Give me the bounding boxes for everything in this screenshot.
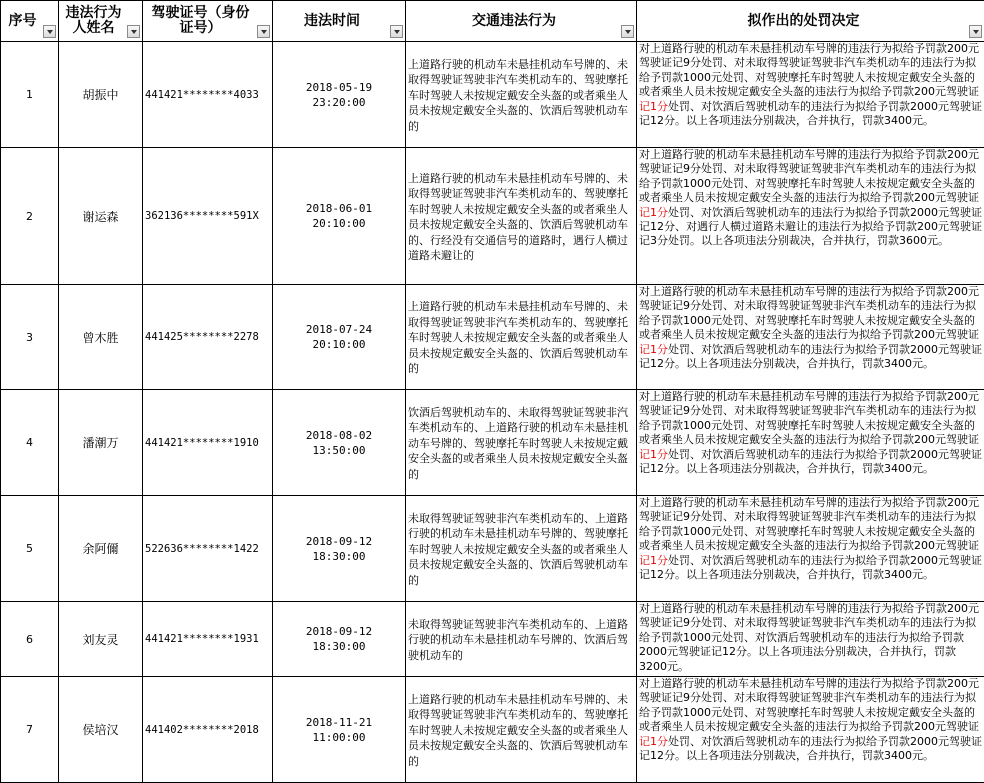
cell-decision (637, 285, 984, 390)
decision-points-highlight: 记1分 (639, 206, 668, 219)
col-header-license (143, 1, 273, 42)
cell-time (273, 390, 406, 496)
decision-text-a: 对上道路行驶的机动车未悬挂机动车号牌的违法行为拟给予罚款200元驾驶证记9分处罚、对未取得驾驶证驾驶非汽车类机动车的违法行为拟给予罚款1000元处罚、对驾驶摩托车时驾驶人未按规定戴安全头盔的或者乘坐人员未按规定戴安全头盔的违法行为拟给予罚款200元驾驶证 (639, 148, 979, 204)
decision-text-a: 对上道路行驶的机动车未悬挂机动车号牌的违法行为拟给予罚款200元驾驶证记9分处罚、对未取得驾驶证驾驶非汽车类机动车的违法行为拟给予罚款1000元处罚、对驾驶摩托车时驾驶人未按规定戴安全头盔的或者乘坐人员未按规定戴安全头盔的违法行为拟给予罚款200元驾驶证 (639, 285, 979, 341)
cell-behavior: 上道路行驶的机动车未悬挂机动车号牌的、未取得驾驶证驾驶非汽车类机动车的、驾驶摩托车时驾驶人未按规定戴安全头盔的或者乘坐人员未按规定戴安全头盔的、饮酒后驾驶机动车的 (406, 285, 637, 390)
header-row (1, 1, 984, 42)
cell-behavior: 饮酒后驾驶机动车的、未取得驾驶证驾驶非汽车类机动车的、上道路行驶的机动车未悬挂机动车号牌的、驾驶摩托车时驾驶人未按规定戴安全头盔的或者乘坐人员未按规定戴安全头盔的 (406, 390, 637, 496)
cell-clock: 18:30:00 (313, 640, 366, 653)
cell-behavior: 未取得驾驶证驾驶非汽车类机动车的、上道路行驶的机动车未悬挂机动车号牌的、饮酒后驾驶机动车的 (406, 602, 637, 677)
filter-dropdown-icon[interactable] (257, 25, 270, 38)
cell-license: 362136********591X (143, 148, 273, 285)
cell-decision (637, 148, 984, 285)
decision-text-a: 对上道路行驶的机动车未悬挂机动车号牌的违法行为拟给予罚款200元驾驶证记9分处罚、对未取得驾驶证驾驶非汽车类机动车的违法行为拟给予罚款1000元处罚、对饮酒后驾驶机动车的违法行为拟给予罚款2000元驾驶证记12分。以上各项违法分别裁决，合并执行，罚款3200元。 (639, 602, 979, 673)
col-header-license-label: 驾驶证号（身份证号） (151, 6, 265, 36)
cell-behavior: 上道路行驶的机动车未悬挂机动车号牌的、未取得驾驶证驾驶非汽车类机动车的、驾驶摩托车时驾驶人未按规定戴安全头盔的或者乘坐人员未按规定戴安全头盔的、饮酒后驾驶机动车的 (406, 677, 637, 783)
cell-clock: 13:50:00 (313, 444, 366, 457)
table-row (1, 602, 984, 677)
cell-license: 441425********2278 (143, 285, 273, 390)
table-row (1, 42, 984, 148)
col-header-name (59, 1, 143, 42)
cell-clock: 20:10:00 (313, 338, 366, 351)
col-header-behavior (406, 1, 637, 42)
cell-date: 2018-06-01 (306, 202, 372, 215)
cell-index: 7 (1, 677, 59, 783)
col-header-time-label: 违法时间 (304, 14, 374, 29)
cell-date: 2018-05-19 (306, 81, 372, 94)
cell-index: 2 (1, 148, 59, 285)
cell-license: 441421********4033 (143, 42, 273, 148)
cell-clock: 11:00:00 (313, 731, 366, 744)
decision-text-a: 对上道路行驶的机动车未悬挂机动车号牌的违法行为拟给予罚款200元驾驶证记9分处罚、对未取得驾驶证驾驶非汽车类机动车的违法行为拟给予罚款1000元处罚、对驾驶摩托车时驾驶人未按规定戴安全头盔的或者乘坐人员未按规定戴安全头盔的违法行为拟给予罚款200元驾驶证 (639, 677, 979, 733)
decision-text-b: 处罚、对饮酒后驾驶机动车的违法行为拟给予罚款2000元驾驶证记12分。以上各项违法分别裁决，合并执行，罚款3400元。 (639, 448, 982, 475)
filter-dropdown-icon[interactable] (43, 25, 56, 38)
cell-license: 441402********2018 (143, 677, 273, 783)
cell-name: 谢运森 (59, 148, 143, 285)
decision-text-a: 对上道路行驶的机动车未悬挂机动车号牌的违法行为拟给予罚款200元驾驶证记9分处罚、对未取得驾驶证驾驶非汽车类机动车的违法行为拟给予罚款1000元处罚、对驾驶摩托车时驾驶人未按规定戴安全头盔的或者乘坐人员未按规定戴安全头盔的违法行为拟给予罚款200元驾驶证 (639, 496, 979, 552)
decision-text-b: 处罚、对饮酒后驾驶机动车的违法行为拟给予罚款2000元驾驶证记12分。以上各项违法分别裁决，合并执行，罚款3400元。 (639, 735, 982, 762)
cell-time (273, 148, 406, 285)
cell-behavior: 上道路行驶的机动车未悬挂机动车号牌的、未取得驾驶证驾驶非汽车类机动车的、驾驶摩托车时驾驶人未按规定戴安全头盔的或者乘坐人员未按规定戴安全头盔的、饮酒后驾驶机动车的、行经没有交通信号的道路时，遇行人横过道路未避让的 (406, 148, 637, 285)
cell-name: 余阿儞 (59, 496, 143, 602)
cell-index: 6 (1, 602, 59, 677)
cell-decision (637, 496, 984, 602)
decision-text-b: 处罚、对饮酒后驾驶机动车的违法行为拟给予罚款2000元驾驶证记12分、对遇行人横过道路未避让的违法行为拟给予罚款200元驾驶证记3分处罚。以上各项违法分别裁决，合并执行，罚款3600元。 (639, 206, 982, 248)
decision-points-highlight: 记1分 (639, 100, 668, 113)
decision-points-highlight: 记1分 (639, 554, 668, 567)
col-header-decision-label: 拟作出的处罚决定 (748, 14, 874, 29)
cell-decision (637, 602, 984, 677)
cell-license: 522636********1422 (143, 496, 273, 602)
cell-index: 1 (1, 42, 59, 148)
decision-text-a: 对上道路行驶的机动车未悬挂机动车号牌的违法行为拟给予罚款200元驾驶证记9分处罚、对未取得驾驶证驾驶非汽车类机动车的违法行为拟给予罚款1000元处罚、对驾驶摩托车时驾驶人未按规定戴安全头盔的或者乘坐人员未按规定戴安全头盔的违法行为拟给予罚款200元驾驶证 (639, 390, 979, 446)
decision-points-highlight: 记1分 (639, 448, 668, 461)
cell-clock: 18:30:00 (313, 550, 366, 563)
filter-dropdown-icon[interactable] (621, 25, 634, 38)
table-row (1, 390, 984, 496)
cell-name: 胡振中 (59, 42, 143, 148)
col-header-index (1, 1, 59, 42)
table-row (1, 285, 984, 390)
cell-index: 5 (1, 496, 59, 602)
cell-date: 2018-08-02 (306, 429, 372, 442)
cell-time (273, 285, 406, 390)
cell-name: 潘潮万 (59, 390, 143, 496)
cell-date: 2018-09-12 (306, 535, 372, 548)
cell-index: 4 (1, 390, 59, 496)
table-row (1, 496, 984, 602)
cell-behavior: 上道路行驶的机动车未悬挂机动车号牌的、未取得驾驶证驾驶非汽车类机动车的、驾驶摩托车时驾驶人未按规定戴安全头盔的或者乘坐人员未按规定戴安全头盔的、饮酒后驾驶机动车的 (406, 42, 637, 148)
cell-time (273, 42, 406, 148)
cell-time (273, 677, 406, 783)
cell-name: 刘友灵 (59, 602, 143, 677)
decision-text-a: 对上道路行驶的机动车未悬挂机动车号牌的违法行为拟给予罚款200元驾驶证记9分处罚、对未取得驾驶证驾驶非汽车类机动车的违法行为拟给予罚款1000元处罚、对驾驶摩托车时驾驶人未按规定戴安全头盔的或者乘坐人员未按规定戴安全头盔的违法行为拟给予罚款200元驾驶证 (639, 42, 979, 98)
cell-decision (637, 42, 984, 148)
col-header-behavior-label: 交通违法行为 (472, 14, 570, 29)
cell-date: 2018-07-24 (306, 323, 372, 336)
cell-decision (637, 677, 984, 783)
col-header-time (273, 1, 406, 42)
decision-points-highlight: 记1分 (639, 735, 668, 748)
cell-clock: 20:10:00 (313, 217, 366, 230)
col-header-name-label: 违法行为人姓名 (65, 6, 137, 36)
decision-text-b: 处罚、对饮酒后驾驶机动车的违法行为拟给予罚款2000元驾驶证记12分。以上各项违法分别裁决，合并执行，罚款3400元。 (639, 554, 982, 581)
cell-date: 2018-09-12 (306, 625, 372, 638)
decision-text-b: 处罚、对饮酒后驾驶机动车的违法行为拟给予罚款2000元驾驶证记12分。以上各项违法分别裁决，合并执行，罚款3400元。 (639, 100, 982, 127)
cell-time (273, 496, 406, 602)
cell-index: 3 (1, 285, 59, 390)
col-header-decision (637, 1, 984, 42)
cell-license: 441421********1931 (143, 602, 273, 677)
cell-decision (637, 390, 984, 496)
table-row (1, 677, 984, 783)
col-header-index-label: 序号 (9, 14, 51, 29)
cell-time (273, 602, 406, 677)
cell-behavior: 未取得驾驶证驾驶非汽车类机动车的、上道路行驶的机动车未悬挂机动车号牌的、驾驶摩托车时驾驶人未按规定戴安全头盔的或者乘坐人员未按规定戴安全头盔的、饮酒后驾驶机动车的 (406, 496, 637, 602)
cell-license: 441421********1910 (143, 390, 273, 496)
filter-dropdown-icon[interactable] (969, 25, 982, 38)
cell-date: 2018-11-21 (306, 716, 372, 729)
filter-dropdown-icon[interactable] (127, 25, 140, 38)
cell-name: 曾木胜 (59, 285, 143, 390)
table-row (1, 148, 984, 285)
decision-points-highlight: 记1分 (639, 343, 668, 356)
cell-name: 侯培汉 (59, 677, 143, 783)
decision-text-b: 处罚、对饮酒后驾驶机动车的违法行为拟给予罚款2000元驾驶证记12分。以上各项违法分别裁决，合并执行，罚款3400元。 (639, 343, 982, 370)
cell-clock: 23:20:00 (313, 96, 366, 109)
filter-dropdown-icon[interactable] (390, 25, 403, 38)
